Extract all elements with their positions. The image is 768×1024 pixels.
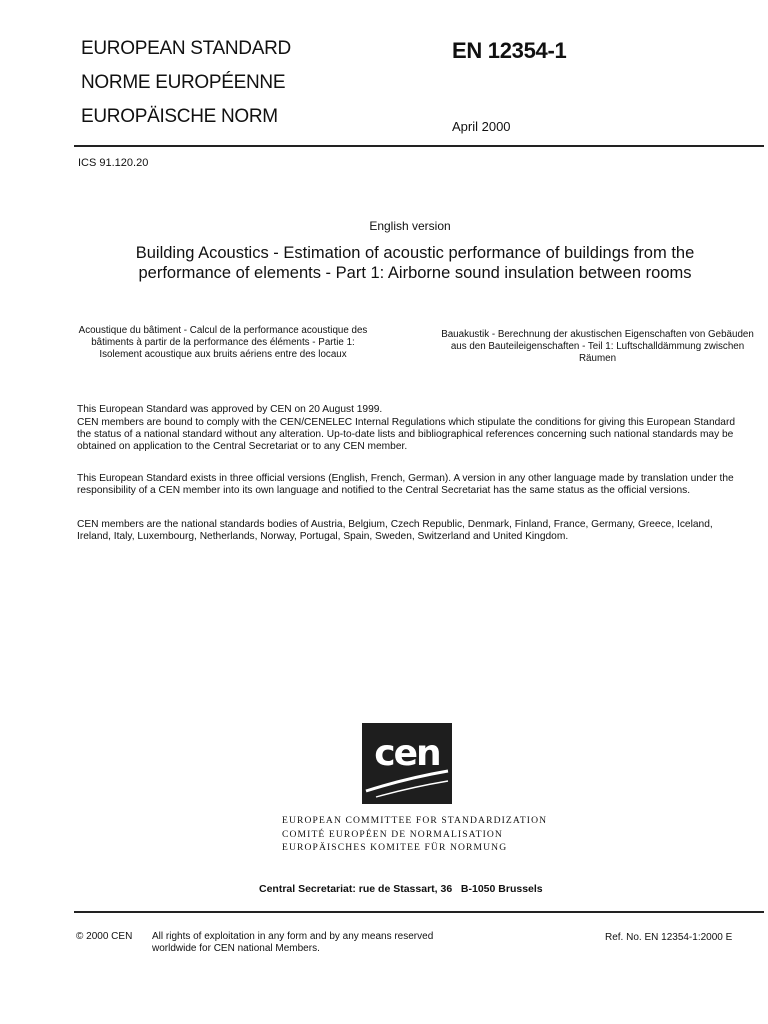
versions-paragraph: This European Standard exists in three official versions (English, French, German). A version in any other language made by translation under the responsibility of a CEN member into its own language and notified to the Central Secretariat has the same status as the official versions. — [77, 473, 734, 496]
header-divider — [74, 145, 764, 147]
standard-title-en: EUROPEAN STANDARD — [81, 38, 291, 59]
committee-name-fr: COMITÉ EUROPÉEN DE NORMALISATION — [282, 828, 503, 840]
title-french: Acoustique du bâtiment - Calcul de la performance acoustique des bâtiments à partir de la performance des éléments - Partie 1: Isolement acoustique aux bruits aériens entre des locaux — [78, 325, 368, 360]
title-german: Bauakustik - Berechnung der akustischen Eigenschaften von Gebäuden aus den Bauteileigenschaften - Teil 1: Luftschalldämmung zwischen Räumen — [441, 329, 754, 364]
committee-names — [282, 814, 547, 855]
publication-date: April 2000 — [452, 119, 511, 134]
committee-name-en: EUROPEAN COMMITTEE FOR STANDARDIZATION — [282, 815, 548, 826]
standard-title-fr: NORME EUROPÉENNE — [81, 72, 286, 93]
cen-logo-icon — [362, 723, 452, 804]
committee-name-de: EUROPÄISCHES KOMITEE FÜR NORMUNG — [282, 842, 508, 853]
rights-notice: All rights of exploitation in any form and by any means reserved worldwide for CEN national Members. — [152, 931, 434, 954]
members-bound-paragraph: CEN members are bound to comply with the CEN/CENELEC Internal Regulations which stipulate the conditions for giving this European Standard the status of a national standard without any alteration. Up-to-date lists and bibliographical references concerning such national standards may be obtained on application to the Central Secretariat or to any CEN member. — [77, 417, 735, 452]
members-list-paragraph: CEN members are the national standards bodies of Austria, Belgium, Czech Republic, Denmark, Finland, France, Germany, Greece, Iceland, Ireland, Italy, Luxembourg, Netherlands, Norway, Portugal, Spain, Sweden, Switzerland and United Kingdom. — [77, 519, 713, 542]
document-number: EN 12354-1 — [452, 38, 567, 63]
ics-code: ICS 91.120.20 — [78, 157, 149, 169]
copyright-notice: © 2000 CEN — [76, 931, 133, 942]
cen-logo-text: cen — [374, 733, 440, 774]
standard-title-de: EUROPÄISCHE NORM — [81, 106, 278, 127]
reference-number: Ref. No. EN 12354-1:2000 E — [605, 932, 733, 943]
version-label: English version — [369, 219, 451, 233]
document-title: Building Acoustics - Estimation of acoustic performance of buildings from the performance of elements - Part 1: Airborne sound insulation between rooms — [135, 244, 695, 282]
approval-paragraph: This European Standard was approved by CEN on 20 August 1999. — [77, 404, 383, 415]
secretariat-address: Central Secretariat: rue de Stassart, 36 B-1050 Brussels — [259, 883, 543, 895]
footer-divider — [74, 911, 764, 913]
